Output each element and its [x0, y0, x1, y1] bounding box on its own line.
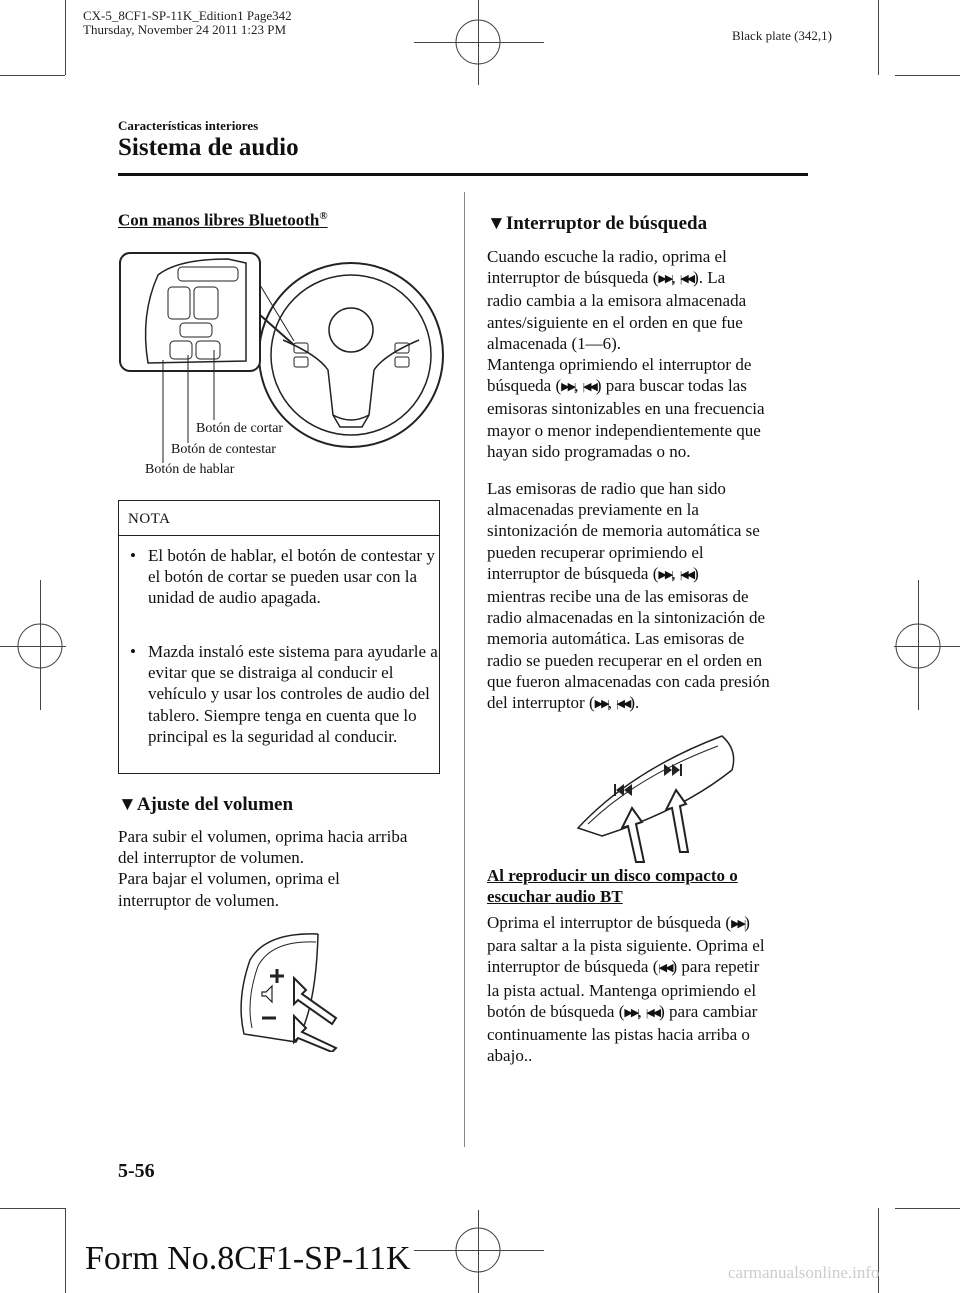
next-icon: ▶▶|	[594, 698, 608, 711]
triangle-down-icon: ▼	[487, 213, 506, 234]
cd-paragraph: Oprima el interruptor de búsqueda (▶▶|) para saltar a la pista siguiente. Oprima el interruptor de búsqueda (|◀◀) para repetir la pista actual. Mantenga oprimiendo el botón de búsqueda (▶▶|, |◀◀) para cambiar continuamente las pistas hacia arriba o abajo..	[487, 913, 765, 1066]
column-divider	[464, 192, 465, 1147]
next-icon: ▶▶|	[561, 381, 575, 394]
bluetooth-heading: Con manos libres Bluetooth®	[118, 210, 328, 230]
note-item: • Mazda instaló este sistema para ayudarle a evitar que se distraiga al conducir el vehículo y usar los controles de audio del tablero. Siempre tenga en cuenta que lo principal es la seguridad al conducir.	[130, 642, 438, 746]
caption-hablar: Botón de hablar	[145, 462, 235, 477]
seek-heading: ▼Interruptor de búsqueda	[487, 213, 708, 234]
prev-icon: |◀◀	[616, 698, 630, 711]
print-meta-line2: Thursday, November 24 2011 1:23 PM	[83, 22, 287, 37]
volume-switch-illustration	[236, 930, 341, 1052]
seek-paragraph-1: Cuando escuche la radio, oprima el interruptor de búsqueda (▶▶|, |◀◀). La radio cambia a la emisora almacenada antes/siguiente en el orden en que fue almacenada (1―6). Mantenga oprimiendo el interruptor de búsqueda (▶▶|, |◀◀) para buscar todas las emisoras sintonizables en una frecuencia mayor o menor independientemente que hayan sido programadas o no.	[487, 247, 765, 461]
watermark-site: carmanualsonline.info	[728, 1263, 880, 1282]
bullet-icon: •	[130, 642, 136, 661]
prev-icon: |◀◀	[680, 273, 694, 286]
prev-icon: |◀◀	[658, 962, 672, 975]
bullet-icon: •	[130, 546, 136, 565]
caption-cortar: Botón de cortar	[196, 421, 284, 436]
page-title: Sistema de audio	[118, 134, 299, 161]
prev-icon: |◀◀	[646, 1006, 660, 1019]
volume-paragraph: Para subir el volumen, oprima hacia arriba del interruptor de volumen. Para bajar el volumen, oprima el interruptor de volumen.	[118, 827, 408, 910]
note-title: NOTA	[128, 511, 171, 527]
prev-icon: |◀◀	[582, 381, 596, 394]
seek-paragraph-2: Las emisoras de radio que han sido almacenadas previamente en la sintonización de memoria automática se pueden recuperar oprimiendo el interruptor de búsqueda (▶▶|, |◀◀) mientras recibe una de las emisoras de radio almacenadas en la sintonización de memoria automática. Las emisoras de radio se pueden recuperar en el orden en que fueron almacenadas con cada presión del interruptor (▶▶|, |◀◀).	[487, 479, 770, 713]
header-rule	[118, 173, 808, 176]
note-item: • El botón de hablar, el botón de contestar y el botón de cortar se pueden usar con la unidad de audio apagada.	[130, 546, 435, 608]
next-icon: ▶▶|	[658, 273, 672, 286]
triangle-down-icon: ▼	[118, 794, 137, 815]
prev-icon: |◀◀	[680, 568, 694, 581]
next-icon: ▶▶|	[624, 1006, 638, 1019]
volume-heading: ▼Ajuste del volumen	[118, 794, 294, 815]
plate-info: Black plate (342,1)	[732, 28, 832, 43]
print-meta-line1: CX-5_8CF1-SP-11K_Edition1 Page342	[83, 8, 292, 23]
next-icon: ▶▶|	[658, 568, 672, 581]
section-label: Características interiores	[118, 118, 259, 133]
form-number: Form No.8CF1-SP-11K	[85, 1240, 411, 1277]
page-number: 5-56	[118, 1160, 155, 1182]
note-divider	[118, 535, 439, 536]
steering-wheel-illustration	[118, 245, 448, 480]
cd-heading: Al reproducir un disco compacto o escuchar audio BT	[487, 866, 738, 906]
seek-switch-illustration	[572, 730, 742, 865]
next-icon: ▶▶|	[731, 918, 745, 930]
caption-contestar: Botón de contestar	[171, 442, 276, 457]
